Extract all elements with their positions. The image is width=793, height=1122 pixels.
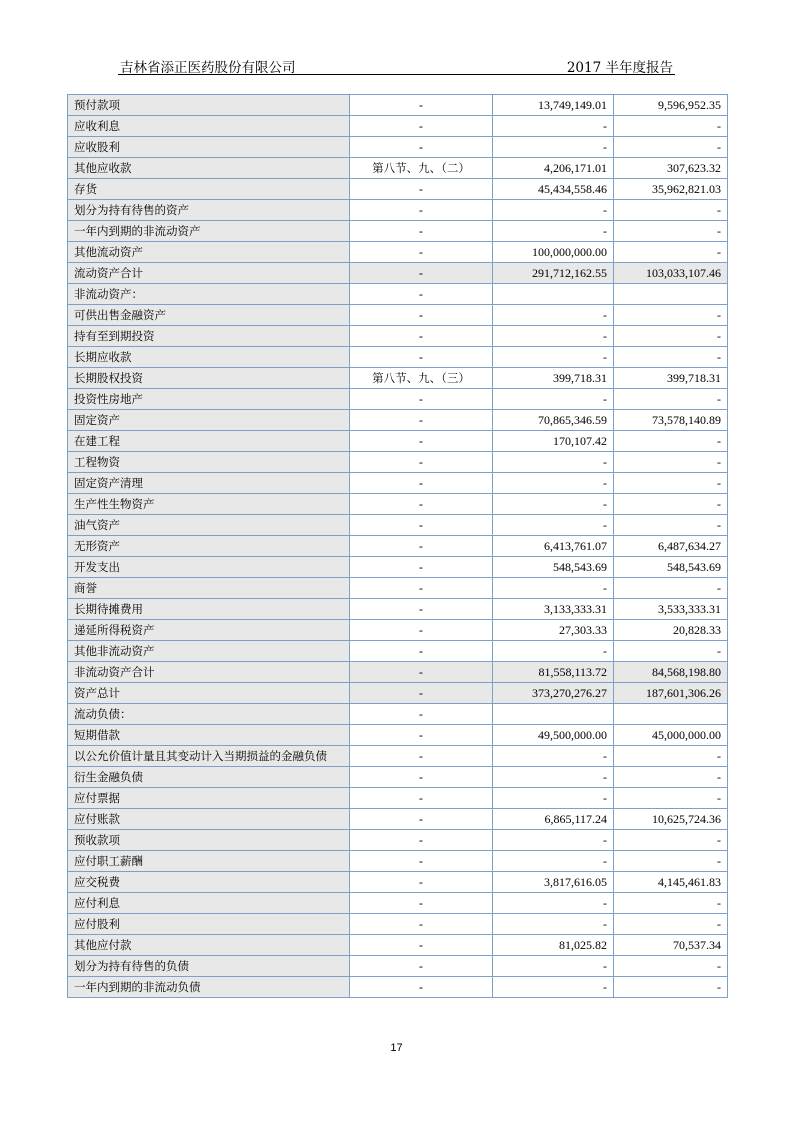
table-row <box>68 914 728 935</box>
table-row <box>68 452 728 473</box>
table-row <box>68 116 728 137</box>
row-period-end-value: - <box>493 914 614 935</box>
row-note: - <box>350 599 493 620</box>
row-period-begin-value: - <box>614 347 728 368</box>
row-note: - <box>350 578 493 599</box>
row-note: - <box>350 683 493 704</box>
row-item-name: 流动负债： <box>68 704 350 725</box>
row-period-begin-value: - <box>614 788 728 809</box>
row-item-name: 可供出售金融资产 <box>68 305 350 326</box>
table-row <box>68 599 728 620</box>
row-item-name: 长期待摊费用 <box>68 599 350 620</box>
row-item-name: 递延所得税资产 <box>68 620 350 641</box>
row-note: - <box>350 830 493 851</box>
row-period-end-value: - <box>493 347 614 368</box>
row-period-end-value: 3,817,616.05 <box>493 872 614 893</box>
row-period-begin-value: - <box>614 851 728 872</box>
row-period-end-value: - <box>493 578 614 599</box>
row-period-begin-value: 9,596,952.35 <box>614 95 728 116</box>
row-note: - <box>350 872 493 893</box>
row-period-begin-value <box>614 284 728 305</box>
row-note: - <box>350 788 493 809</box>
row-note: - <box>350 851 493 872</box>
row-item-name: 应付股利 <box>68 914 350 935</box>
row-period-end-value: - <box>493 389 614 410</box>
row-note: - <box>350 641 493 662</box>
row-period-begin-value: 35,962,821.03 <box>614 179 728 200</box>
row-item-name: 生产性生物资产 <box>68 494 350 515</box>
row-note: - <box>350 725 493 746</box>
table-row <box>68 242 728 263</box>
row-note: - <box>350 557 493 578</box>
row-item-name: 一年内到期的非流动资产 <box>68 221 350 242</box>
row-period-end-value: - <box>493 305 614 326</box>
row-note: - <box>350 935 493 956</box>
row-note: - <box>350 305 493 326</box>
row-note: - <box>350 452 493 473</box>
row-item-name: 非流动资产： <box>68 284 350 305</box>
company-name: 吉林省添正医药股份有限公司 <box>120 60 296 76</box>
row-note: - <box>350 389 493 410</box>
table-row <box>68 305 728 326</box>
row-period-begin-value: 6,487,634.27 <box>614 536 728 557</box>
row-period-end-value: 291,712,162.55 <box>493 263 614 284</box>
table-row <box>68 893 728 914</box>
table-row <box>68 410 728 431</box>
row-period-begin-value: - <box>614 830 728 851</box>
table-row <box>68 704 728 725</box>
row-item-name: 划分为持有待售的负债 <box>68 956 350 977</box>
row-period-end-value: 6,413,761.07 <box>493 536 614 557</box>
row-period-end-value: - <box>493 767 614 788</box>
row-period-end-value: 4,206,171.01 <box>493 158 614 179</box>
row-item-name: 开发支出 <box>68 557 350 578</box>
row-period-begin-value: 548,543.69 <box>614 557 728 578</box>
row-period-end-value: - <box>493 452 614 473</box>
table-row <box>68 158 728 179</box>
row-period-end-value: 373,270,276.27 <box>493 683 614 704</box>
row-period-begin-value: - <box>614 452 728 473</box>
table-row <box>68 263 728 284</box>
table-row <box>68 725 728 746</box>
row-note: - <box>350 410 493 431</box>
row-period-end-value: 100,000,000.00 <box>493 242 614 263</box>
table-row <box>68 368 728 389</box>
row-period-begin-value: 103,033,107.46 <box>614 263 728 284</box>
row-note: - <box>350 515 493 536</box>
row-period-begin-value: - <box>614 116 728 137</box>
row-period-end-value: - <box>493 473 614 494</box>
row-period-end-value: 81,025.82 <box>493 935 614 956</box>
table-row <box>68 389 728 410</box>
row-period-begin-value: 70,537.34 <box>614 935 728 956</box>
row-period-begin-value: - <box>614 914 728 935</box>
row-period-end-value: 3,133,333.31 <box>493 599 614 620</box>
table-row <box>68 95 728 116</box>
row-period-begin-value: - <box>614 956 728 977</box>
table-row <box>68 179 728 200</box>
row-item-name: 预付款项 <box>68 95 350 116</box>
row-item-name: 油气资产 <box>68 515 350 536</box>
row-note: - <box>350 242 493 263</box>
row-period-end-value: 45,434,558.46 <box>493 179 614 200</box>
row-period-begin-value: 4,145,461.83 <box>614 872 728 893</box>
row-period-begin-value: 45,000,000.00 <box>614 725 728 746</box>
row-item-name: 无形资产 <box>68 536 350 557</box>
row-item-name: 应付职工薪酬 <box>68 851 350 872</box>
row-period-begin-value: 187,601,306.26 <box>614 683 728 704</box>
row-item-name: 应付账款 <box>68 809 350 830</box>
row-item-name: 固定资产 <box>68 410 350 431</box>
header-divider <box>118 74 675 75</box>
row-period-end-value: 170,107.42 <box>493 431 614 452</box>
row-period-begin-value: 307,623.32 <box>614 158 728 179</box>
row-period-begin-value <box>614 704 728 725</box>
row-period-end-value: - <box>493 515 614 536</box>
page-number: 17 <box>390 1042 403 1054</box>
row-period-begin-value: - <box>614 137 728 158</box>
row-note: - <box>350 893 493 914</box>
row-item-name: 其他流动资产 <box>68 242 350 263</box>
row-period-end-value: 49,500,000.00 <box>493 725 614 746</box>
table-row <box>68 872 728 893</box>
row-item-name: 一年内到期的非流动负债 <box>68 977 350 998</box>
balance-sheet-body <box>68 95 728 998</box>
row-note: - <box>350 662 493 683</box>
row-period-end-value: 6,865,117.24 <box>493 809 614 830</box>
row-period-end-value: - <box>493 137 614 158</box>
table-row <box>68 662 728 683</box>
row-period-end-value: - <box>493 221 614 242</box>
table-row <box>68 473 728 494</box>
row-note: 第八节、九、（二） <box>350 158 493 179</box>
table-row <box>68 221 728 242</box>
table-row <box>68 284 728 305</box>
row-period-begin-value: - <box>614 221 728 242</box>
table-row <box>68 557 728 578</box>
row-note: - <box>350 494 493 515</box>
row-period-begin-value: 20,828.33 <box>614 620 728 641</box>
row-period-end-value <box>493 704 614 725</box>
row-note: - <box>350 284 493 305</box>
row-note: - <box>350 200 493 221</box>
row-period-end-value: 399,718.31 <box>493 368 614 389</box>
row-period-begin-value: 73,578,140.89 <box>614 410 728 431</box>
table-row <box>68 809 728 830</box>
row-period-end-value: 81,558,113.72 <box>493 662 614 683</box>
table-row <box>68 200 728 221</box>
row-note: - <box>350 620 493 641</box>
row-period-begin-value: - <box>614 473 728 494</box>
row-item-name: 投资性房地产 <box>68 389 350 410</box>
row-item-name: 划分为持有待售的资产 <box>68 200 350 221</box>
row-period-begin-value: - <box>614 977 728 998</box>
row-item-name: 衍生金融负债 <box>68 767 350 788</box>
table-row <box>68 641 728 662</box>
table-row <box>68 620 728 641</box>
table-row <box>68 137 728 158</box>
row-period-begin-value: - <box>614 767 728 788</box>
row-period-end-value: - <box>493 893 614 914</box>
row-period-end-value: - <box>493 956 614 977</box>
row-item-name: 资产总计 <box>68 683 350 704</box>
row-note: - <box>350 179 493 200</box>
table-row <box>68 536 728 557</box>
row-item-name: 工程物资 <box>68 452 350 473</box>
table-row <box>68 578 728 599</box>
row-item-name: 长期股权投资 <box>68 368 350 389</box>
row-period-end-value: - <box>493 641 614 662</box>
row-period-end-value: - <box>493 746 614 767</box>
row-note: - <box>350 221 493 242</box>
row-period-begin-value: - <box>614 578 728 599</box>
row-period-begin-value: - <box>614 893 728 914</box>
row-note: - <box>350 347 493 368</box>
row-item-name: 应收利息 <box>68 116 350 137</box>
row-period-begin-value: - <box>614 305 728 326</box>
row-note: - <box>350 116 493 137</box>
table-row <box>68 851 728 872</box>
row-item-name: 其他应付款 <box>68 935 350 956</box>
row-item-name: 商誉 <box>68 578 350 599</box>
row-period-begin-value: - <box>614 515 728 536</box>
table-row <box>68 746 728 767</box>
row-note: - <box>350 809 493 830</box>
row-period-end-value: 548,543.69 <box>493 557 614 578</box>
row-period-begin-value: - <box>614 746 728 767</box>
row-note: - <box>350 536 493 557</box>
row-note: - <box>350 914 493 935</box>
row-period-begin-value: - <box>614 326 728 347</box>
row-period-end-value <box>493 284 614 305</box>
row-period-end-value: - <box>493 200 614 221</box>
row-period-begin-value: 399,718.31 <box>614 368 728 389</box>
row-item-name: 以公允价值计量且其变动计入当期损益的金融负债 <box>68 746 350 767</box>
row-period-begin-value: - <box>614 200 728 221</box>
row-note: - <box>350 746 493 767</box>
row-item-name: 流动资产合计 <box>68 263 350 284</box>
row-period-end-value: - <box>493 326 614 347</box>
row-item-name: 固定资产清理 <box>68 473 350 494</box>
row-item-name: 非流动资产合计 <box>68 662 350 683</box>
row-period-end-value: - <box>493 788 614 809</box>
row-period-end-value: - <box>493 851 614 872</box>
row-item-name: 应付利息 <box>68 893 350 914</box>
table-row <box>68 347 728 368</box>
row-period-end-value: 13,749,149.01 <box>493 95 614 116</box>
row-period-begin-value: - <box>614 431 728 452</box>
row-item-name: 长期应收款 <box>68 347 350 368</box>
row-period-begin-value: - <box>614 242 728 263</box>
row-period-begin-value: 84,568,198.80 <box>614 662 728 683</box>
table-row <box>68 515 728 536</box>
row-period-end-value: 27,303.33 <box>493 620 614 641</box>
row-item-name: 其他应收款 <box>68 158 350 179</box>
table-row <box>68 326 728 347</box>
row-note: - <box>350 263 493 284</box>
row-note: - <box>350 956 493 977</box>
row-note: - <box>350 473 493 494</box>
row-period-begin-value: 10,625,724.36 <box>614 809 728 830</box>
row-period-end-value: - <box>493 116 614 137</box>
row-item-name: 短期借款 <box>68 725 350 746</box>
table-row <box>68 431 728 452</box>
report-title: 2017 半年度报告 <box>566 60 673 76</box>
row-period-end-value: - <box>493 977 614 998</box>
balance-sheet-table <box>67 94 728 998</box>
row-period-begin-value: 3,533,333.31 <box>614 599 728 620</box>
row-period-end-value: 70,865,346.59 <box>493 410 614 431</box>
table-row <box>68 683 728 704</box>
row-period-begin-value: - <box>614 389 728 410</box>
table-row <box>68 935 728 956</box>
table-row <box>68 956 728 977</box>
row-note: - <box>350 767 493 788</box>
row-note: - <box>350 977 493 998</box>
table-row <box>68 494 728 515</box>
row-note: - <box>350 326 493 347</box>
row-item-name: 在建工程 <box>68 431 350 452</box>
row-note: - <box>350 137 493 158</box>
row-note: - <box>350 704 493 725</box>
row-item-name: 应交税费 <box>68 872 350 893</box>
row-item-name: 预收款项 <box>68 830 350 851</box>
table-row <box>68 977 728 998</box>
row-item-name: 存货 <box>68 179 350 200</box>
row-item-name: 持有至到期投资 <box>68 326 350 347</box>
row-period-end-value: - <box>493 830 614 851</box>
table-row <box>68 830 728 851</box>
row-period-begin-value: - <box>614 494 728 515</box>
row-item-name: 其他非流动资产 <box>68 641 350 662</box>
row-period-end-value: - <box>493 494 614 515</box>
row-note: - <box>350 95 493 116</box>
row-note: - <box>350 431 493 452</box>
table-row <box>68 788 728 809</box>
row-period-begin-value: - <box>614 641 728 662</box>
table-row <box>68 767 728 788</box>
row-item-name: 应付票据 <box>68 788 350 809</box>
row-item-name: 应收股利 <box>68 137 350 158</box>
row-note: 第八节、九、（三） <box>350 368 493 389</box>
